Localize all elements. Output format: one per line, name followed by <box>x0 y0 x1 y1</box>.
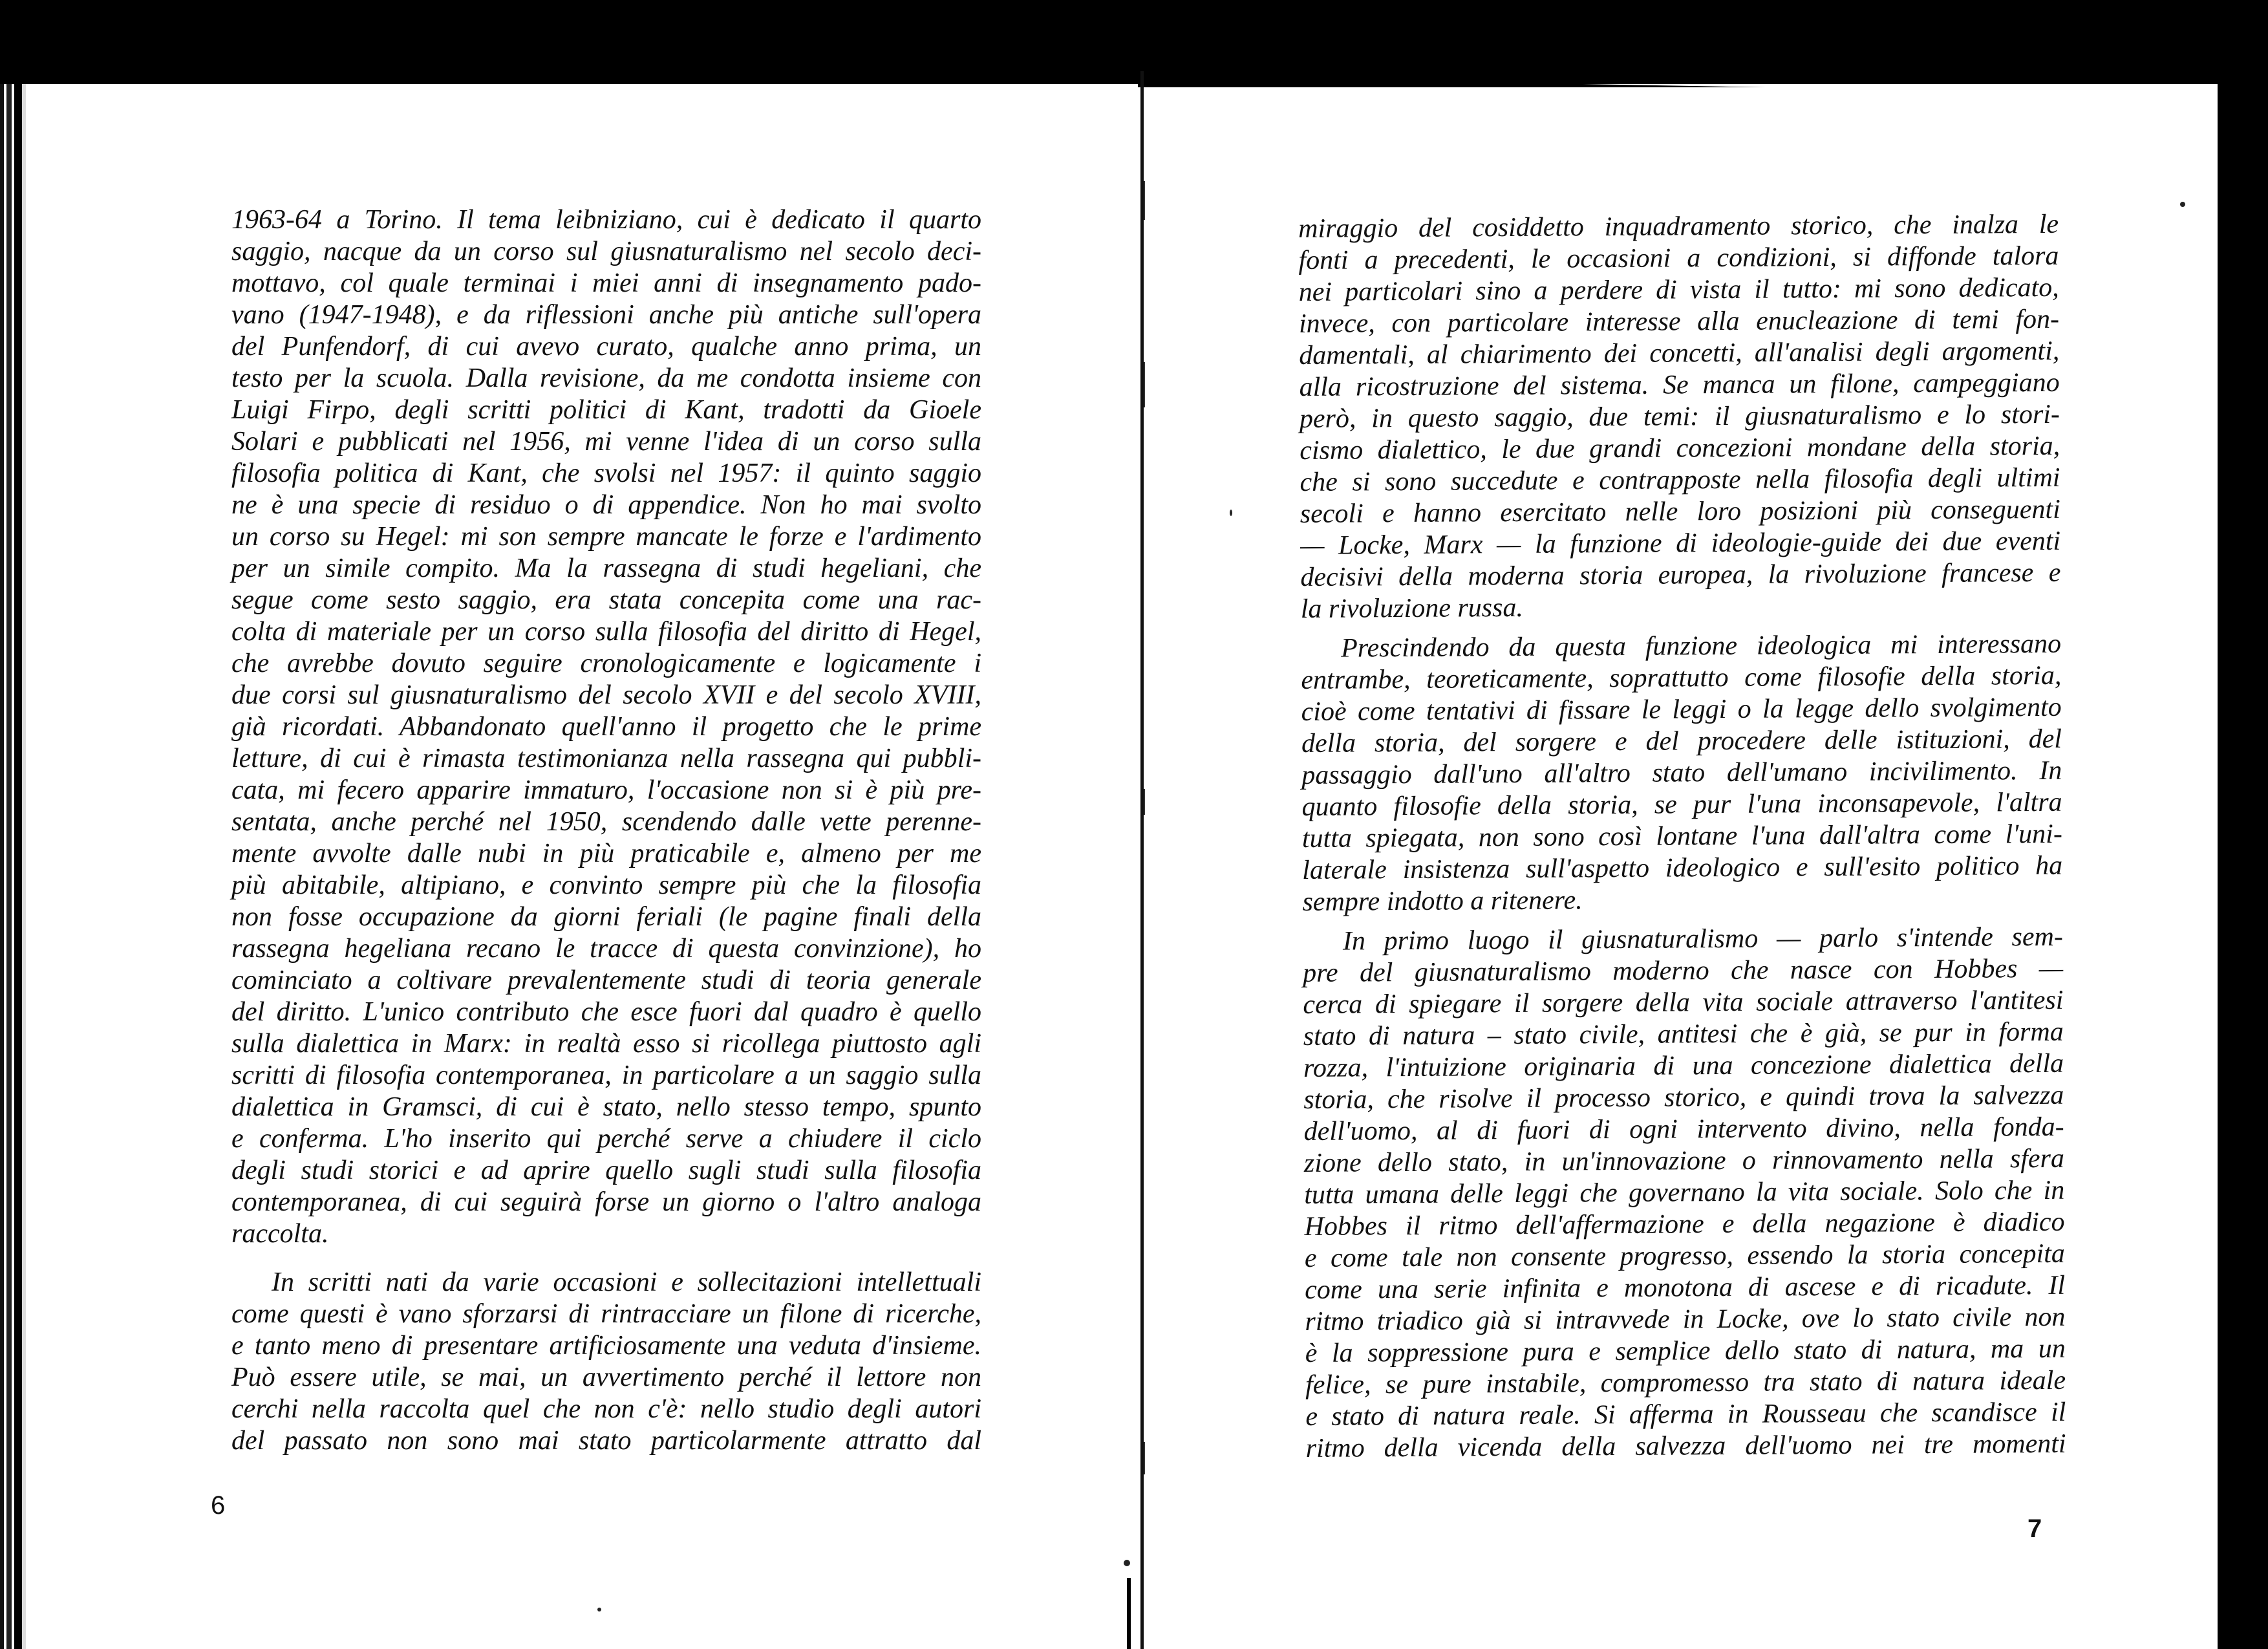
text-line: ritmo della vicenda della salvezza dell'uomo nei tre momenti <box>1305 1428 2066 1463</box>
text-line: sulla dialettica in Marx: in realtà esso si ricollega piuttosto agli <box>231 1029 981 1059</box>
text-line: Prescindendo da questa funzione ideologica mi interessano <box>1340 629 2062 663</box>
text-line: invece, con particolare interesse alla enucleazione di temi fon- <box>1298 304 2060 339</box>
text-line: più abitabile, altipiano, e convinto sempre più che la filosofia <box>231 870 981 900</box>
page-number: 6 <box>211 1491 226 1520</box>
text-line: decisivi della moderna storia europea, la rivoluzione francese e <box>1300 557 2061 592</box>
text-line: però, in questo saggio, due temi: il giusnaturalismo e lo stori- <box>1299 399 2060 434</box>
text-line: testo per la scuola. Dalla revisione, da me condotta insieme con <box>231 363 981 393</box>
text-line: come questi è vano sforzarsi di rintracciare un filone di ricerche, <box>231 1299 981 1329</box>
text-line: stato di natura – stato civile, antitesi che è già, se pur in forma <box>1303 1017 2064 1051</box>
text-line: passaggio dall'uno all'altro stato dell'umano incivilimento. In <box>1301 755 2062 790</box>
text-line: cerca di spiegare il sorgere della vita sociale attraverso l'antitesi <box>1303 985 2064 1020</box>
text-line: — Locke, Marx — la funzione di ideologie-guide dei due eventi <box>1300 526 2061 561</box>
text-line: cominciato a coltivare prevalentemente studi di teoria generale <box>231 965 981 995</box>
text-line: Può essere utile, se mai, un avvertimento perché il lettore non <box>231 1363 981 1392</box>
text-line: degli studi storici e ad aprire quello sugli studi sulla filosofia <box>231 1156 981 1185</box>
text-line: damentali, al chiarimento dei concetti, all'analisi degli argomenti, <box>1299 336 2060 371</box>
book-spine <box>1140 71 1144 1649</box>
text-line: rassegna hegeliana recano le tracce di questa convinzione), ho <box>231 934 981 964</box>
text-line: segue come sesto saggio, era stata concepita come una rac- <box>231 585 981 615</box>
text-line: ne è una specie di residuo o di appendice. Non ho mai svolto <box>231 490 981 520</box>
text-line: tutta spiegata, non sono così lontane l'una dall'altra come l'uni- <box>1301 819 2063 854</box>
text-line: che avrebbe dovuto seguire cronologicamente e logicamente i <box>231 649 981 678</box>
text-line: ritmo triadico già si intravvede in Locke, ove lo stato civile non <box>1305 1302 2066 1337</box>
scan-speck <box>597 1608 601 1611</box>
text-line: cerchi nella raccolta quel che non c'è: nello studio degli autori <box>231 1394 981 1424</box>
left-page-text <box>231 204 981 1457</box>
right-page-text <box>1298 209 2066 1465</box>
scan-speck <box>1230 510 1232 516</box>
scan-speck <box>2180 202 2185 207</box>
text-line: cata, mi fecero apparire immaturo, l'occasione non si è più pre- <box>231 775 981 805</box>
text-line: del passato non sono mai stato particolarmente attratto dal <box>231 1426 981 1456</box>
text-line: e stato di natura reale. Si afferma in Rousseau che scandisce il <box>1305 1397 2066 1432</box>
text-line: vano (1947-1948), e da riflessioni anche più antiche sull'opera <box>231 300 981 330</box>
text-line: tutta umana delle leggi che governano la vita sociale. Solo che in <box>1304 1175 2065 1210</box>
spine-mark <box>1144 362 1145 407</box>
text-line: Hobbes il ritmo dell'affermazione e della negazione è diadico <box>1304 1207 2065 1242</box>
text-line: entrambe, teoreticamente, soprattutto come filosofie della storia, <box>1301 660 2062 695</box>
scan-binding-left <box>0 84 40 1649</box>
text-line: cismo dialettico, le due grandi concezioni mondane della storia, <box>1300 431 2060 466</box>
text-line: è la soppressione pura e semplice dello stato di natura, ma un <box>1305 1333 2066 1368</box>
text-line: 1963-64 a Torino. Il tema leibniziano, cui è dedicato il quarto <box>231 205 981 235</box>
text-line: cioè come tentativi di fissare le leggi o la legge dello svolgimento <box>1301 692 2062 727</box>
text-line: raccolta. <box>231 1219 329 1249</box>
text-line: pre del giusnaturalismo moderno che nasce con Hobbes — <box>1303 953 2064 988</box>
text-line: alla ricostruzione del sistema. Se manca un filone, campeggiano <box>1299 367 2060 402</box>
text-line: due corsi sul giusnaturalismo del secolo XVII e del secolo XVIII, <box>231 680 981 710</box>
text-line: Luigi Firpo, degli scritti politici di Kant, tradotti da Gioele <box>231 395 981 425</box>
text-line: mottavo, col quale terminai i miei anni di insegnamento pado- <box>231 268 981 298</box>
text-line: zione dello stato, in un'innovazione o rinnovamento nella sfera <box>1303 1143 2065 1178</box>
text-line: contemporanea, di cui seguirà forse un giorno o l'altro analoga <box>231 1187 981 1217</box>
text-line: che si sono succedute e contrapposte nella filosofia degli ultimi <box>1300 462 2060 497</box>
text-line: saggio, nacque da un corso sul giusnaturalismo nel secolo deci- <box>231 237 981 266</box>
page-number: 7 <box>2027 1514 2042 1543</box>
scan-border-right <box>2218 84 2268 1649</box>
text-line: nei particolari sino a perdere di vista il tutto: mi sono dedicato, <box>1298 272 2059 307</box>
spine-mark <box>1144 1442 1145 1474</box>
text-line: e tanto meno di presentare artificiosamente una veduta d'insieme. <box>231 1331 981 1361</box>
text-line: la rivoluzione russa. <box>1300 592 1524 624</box>
text-line: dialettica in Gramsci, di cui è stato, nello stesso tempo, spunto <box>231 1092 981 1122</box>
text-line: sempre indotto a ritenere. <box>1302 885 1583 917</box>
text-line: In scritti nati da varie occasioni e sollecitazioni intellettuali <box>272 1267 981 1297</box>
spine-mark <box>1144 789 1145 815</box>
text-line: felice, se pure instabile, compromesso tra stato di natura ideale <box>1305 1365 2066 1400</box>
text-line: miraggio del cosiddetto inquadramento storico, che inalza le <box>1298 209 2059 244</box>
scan-speck <box>1124 1560 1130 1566</box>
text-line: secoli e hanno esercitato nelle loro posizioni più conseguenti <box>1300 494 2060 529</box>
text-line: sentata, anche perché nel 1950, scendendo dalle vette perenne- <box>231 807 981 837</box>
text-line: già ricordati. Abbandonato quell'anno il progetto che le prime <box>231 712 981 742</box>
text-line: scritti di filosofia contemporanea, in particolare a un saggio sulla <box>231 1061 981 1090</box>
text-line: rozza, l'intuizione originaria di una concezione dialettica della <box>1303 1048 2064 1083</box>
spine-mark <box>1144 181 1145 220</box>
scan-border-top <box>0 0 2268 84</box>
text-line: e come tale non consente progresso, essendo la storia concepita <box>1304 1238 2065 1273</box>
book-spine-bottom <box>1127 1578 1131 1649</box>
text-line: colta di materiale per un corso sulla filosofia del diritto di Hegel, <box>231 617 981 647</box>
text-line: In primo luogo il giusnaturalismo — parlo s'intende sem- <box>1342 921 2063 956</box>
text-line: dell'uomo, al di fuori di ogni intervento divino, nella fonda- <box>1303 1112 2064 1147</box>
text-line: per un simile compito. Ma la rassegna di studi hegeliani, che <box>231 554 981 583</box>
text-line: quanto filosofie della storia, se pur l'una inconsapevole, l'altra <box>1301 787 2062 822</box>
text-line: un corso su Hegel: mi son sempre mancate le forze e l'ardimento <box>231 522 981 552</box>
text-line: del diritto. L'unico contributo che esce fuori dal quadro è quello <box>231 997 981 1027</box>
text-line: non fosse occupazione da giorni feriali (le pagine finali della <box>231 902 981 932</box>
text-line: come una serie infinita e monotona di ascese e di ricadute. Il <box>1305 1270 2066 1305</box>
text-line: e conferma. L'ho inserito qui perché serve a chiudere il ciclo <box>231 1124 981 1154</box>
text-line: Solari e pubblicati nel 1956, mi venne l'idea di un corso sulla <box>231 427 981 457</box>
text-line: laterale insistenza sull'aspetto ideologico e sull'esito politico ha <box>1302 850 2063 885</box>
text-line: letture, di cui è rimasta testimonianza nella rassegna qui pubbli- <box>231 744 981 773</box>
text-line: storia, che risolve il processo storico, e quindi trova la salvezza <box>1303 1080 2064 1115</box>
text-line: della storia, del sorgere e del procedere delle istituzioni, del <box>1301 724 2062 759</box>
text-line: mente avvolte dalle nubi in più praticabile e, almeno per me <box>231 839 981 868</box>
text-line: fonti a precedenti, le occasioni a condizioni, si diffonde talora <box>1298 241 2059 275</box>
text-line: filosofia politica di Kant, che svolsi nel 1957: il quinto saggio <box>231 458 981 488</box>
text-line: del Punfendorf, di cui avevo curato, qualche anno prima, un <box>231 332 981 361</box>
